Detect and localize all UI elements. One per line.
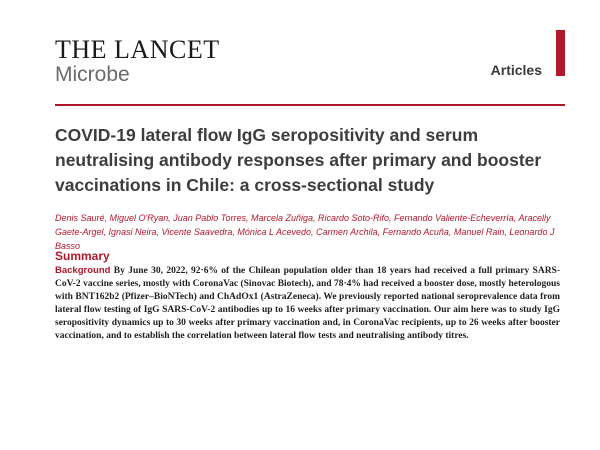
background-label: Background: [55, 265, 111, 276]
summary-heading: Summary: [55, 249, 110, 263]
author-list: Denis Sauré, Miguel O'Ryan, Juan Pablo Torres, Marcela Zuñiga, Ricardo Soto-Rifo, Fernando Valiente-Echeverría, Aracelly Gaete-Argel, Ignasi Neira, Vicente Saavedra, Mónica L Acevedo, Carmen Archila, Fernando Acuña, Manuel Rain, Leonardo J Basso: [55, 213, 555, 251]
section-label: Articles: [490, 62, 542, 78]
article-title: COVID-19 lateral flow IgG seropositivity and serum neutralising antibody responses after primary and booster vaccinations in Chile: a cross-sectional study: [55, 125, 542, 195]
header-divider: [55, 104, 565, 106]
journal-subtitle: Microbe: [55, 63, 130, 86]
abstract-background: [55, 264, 560, 343]
section-marker-tab: [556, 30, 565, 76]
journal-name: THE LANCET: [55, 35, 220, 64]
background-text: By June 30, 2022, 92·6% of the Chilean population older than 18 years had received a full primary SARS-CoV-2 vaccine series, mostly with CoronaVac (Sinovac Biotech), and 78·4% had received a booster dose, mostly heterologous with BNT162b2 (Pfizer–BioNTech) and ChAdOx1 (AstraZeneca). We previously reported national seroprevalence data from lateral flow testing of IgG SARS-CoV-2 antibodies up to 16 weeks after primary vaccination. Our aim here was to study IgG seropositivity dynamics up to 30 weeks after primary vaccination and, in CoronaVac recipients, up to 26 weeks after booster vaccination, and to establish the correlation between lateral flow tests and neutralising antibody titres.: [55, 266, 561, 341]
